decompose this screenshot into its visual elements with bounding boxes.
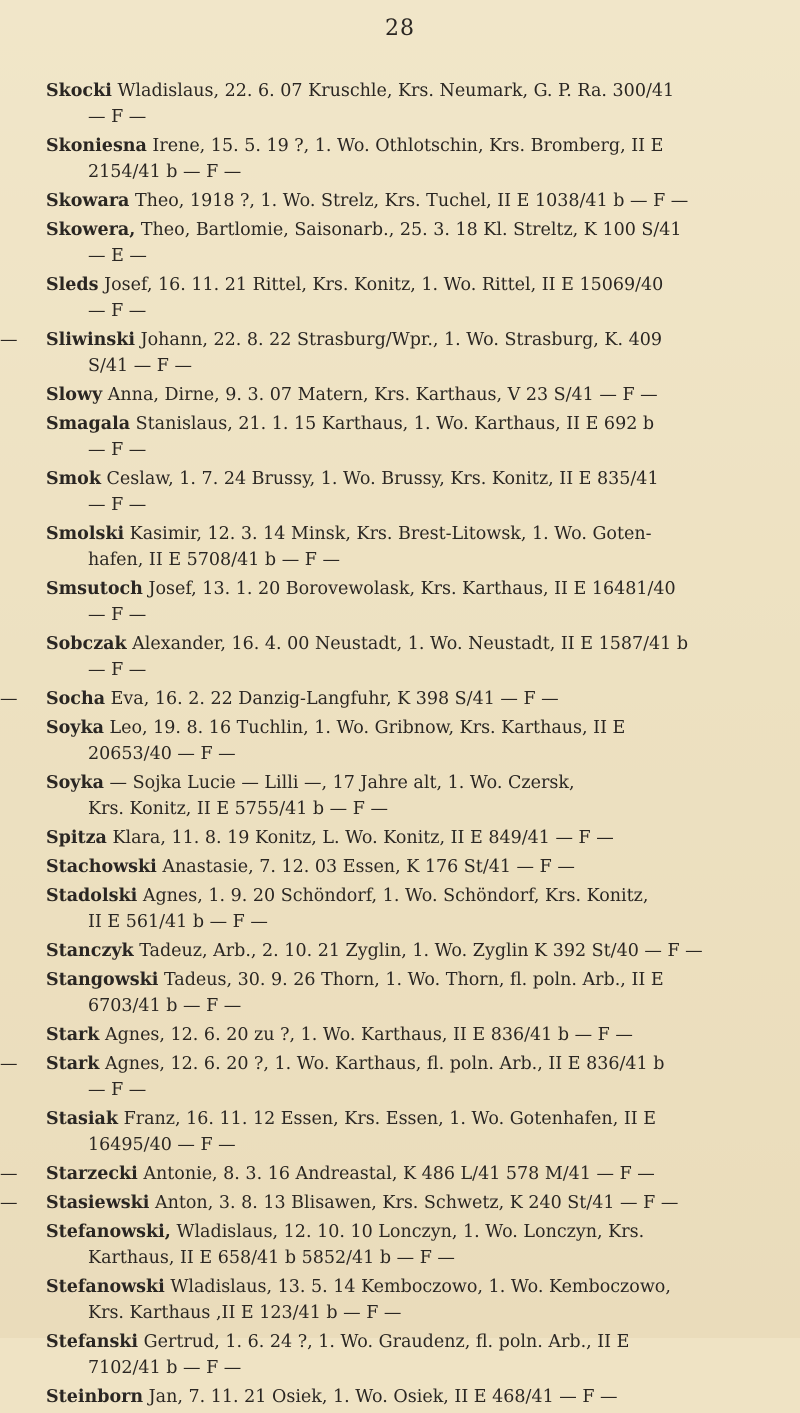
entry-first-line	[46, 1106, 784, 1132]
entry-continuation-line: — F —	[88, 605, 147, 625]
entry-surname: Stasiewski	[46, 1193, 150, 1213]
register-entry	[34, 1329, 784, 1381]
entry-continuation-line: — F —	[88, 301, 147, 321]
entry-surname: Skowera,	[46, 220, 136, 240]
entry-details: Alexander, 16. 4. 00 Neustadt, 1. Wo. Neustadt, II E 1587/41 b	[126, 634, 689, 654]
entry-details: Stanislaus, 21. 1. 15 Karthaus, 1. Wo. Karthaus, II E 692 b	[130, 414, 655, 434]
register-entry	[34, 576, 784, 628]
margin-dash-mark: —	[0, 1164, 18, 1184]
margin-dash-mark: —	[0, 330, 18, 350]
entry-first-line	[46, 133, 784, 159]
entry-surname: Sleds	[46, 275, 99, 295]
register-entry	[34, 133, 784, 185]
entry-surname: Stefanski	[46, 1332, 139, 1352]
entry-first-line	[46, 1190, 784, 1216]
entry-details: Anton, 3. 8. 13 Blisawen, Krs. Schwetz, K 240 St/41 — F —	[149, 1193, 679, 1213]
margin-dash-mark: —	[0, 1054, 18, 1074]
entry-surname: Stachowski	[46, 857, 157, 877]
entry-details: Jan, 7. 11. 21 Osiek, 1. Wo. Osiek, II E 468/41 — F —	[143, 1387, 618, 1407]
entry-continuation-line: 20653/40 — F —	[88, 744, 236, 764]
entry-surname: Smagala	[46, 414, 131, 434]
entry-continuation-line: — F —	[88, 495, 147, 515]
register-entry	[34, 854, 784, 880]
entry-continuation-line: Krs. Konitz, II E 5755/41 b — F —	[88, 799, 388, 819]
entry-continuation-line: Karthaus, II E 658/41 b 5852/41 b — F —	[88, 1248, 455, 1268]
register-entry	[34, 883, 784, 935]
entry-continuation-line: 7102/41 b — F —	[88, 1358, 242, 1378]
entry-first-line	[46, 576, 784, 602]
entry-first-line	[46, 411, 784, 437]
entry-first-line	[46, 382, 784, 408]
entry-first-line	[46, 715, 784, 741]
entry-continuation-line: II E 561/41 b — F —	[88, 912, 268, 932]
entry-details: Josef, 13. 1. 20 Borovewolask, Krs. Karthaus, II E 16481/40	[142, 579, 676, 599]
entry-details: Kasimir, 12. 3. 14 Minsk, Krs. Brest-Litowsk, 1. Wo. Goten-	[124, 524, 652, 544]
entry-details: Anastasie, 7. 12. 03 Essen, K 176 St/41 — F —	[156, 857, 575, 877]
register-entry	[34, 1219, 784, 1271]
entry-first-line	[46, 1329, 784, 1355]
entry-first-line	[46, 1219, 784, 1245]
entry-details: Wladislaus, 13. 5. 14 Kemboczowo, 1. Wo. Kemboczowo,	[164, 1277, 671, 1297]
entry-surname: Stangowski	[46, 970, 159, 990]
entry-surname: Slowy	[46, 385, 103, 405]
entry-details: Leo, 19. 8. 16 Tuchlin, 1. Wo. Gribnow, Krs. Karthaus, II E	[103, 718, 626, 738]
entry-details: Irene, 15. 5. 19 ?, 1. Wo. Othlotschin, Krs. Bromberg, II E	[146, 136, 664, 156]
entry-surname: Skowara	[46, 191, 130, 211]
entry-surname: Sliwinski	[46, 330, 135, 350]
entry-details: Agnes, 12. 6. 20 ?, 1. Wo. Karthaus, fl. poln. Arb., II E 836/41 b	[99, 1054, 665, 1074]
entry-surname: Smsutoch	[46, 579, 143, 599]
register-entry	[34, 272, 784, 324]
register-entry	[34, 967, 784, 1019]
entry-surname: Sobczak	[46, 634, 127, 654]
entry-surname: Steinborn	[46, 1387, 144, 1407]
register-entry	[34, 631, 784, 683]
entry-details: Wladislaus, 22. 6. 07 Kruschle, Krs. Neumark, G. P. Ra. 300/41	[111, 81, 675, 101]
entry-continuation-line: — F —	[88, 660, 147, 680]
entry-surname: Stanczyk	[46, 941, 134, 961]
entry-continuation-line: Krs. Karthaus ,II E 123/41 b — F —	[88, 1303, 402, 1323]
margin-dash-mark: —	[0, 1193, 18, 1213]
register-entry	[34, 188, 784, 214]
entry-details: Ceslaw, 1. 7. 24 Brussy, 1. Wo. Brussy, Krs. Konitz, II E 835/41	[100, 469, 659, 489]
entry-first-line	[46, 1051, 784, 1077]
entry-surname: Smok	[46, 469, 101, 489]
entry-details: Gertrud, 1. 6. 24 ?, 1. Wo. Graudenz, fl. poln. Arb., II E	[138, 1332, 630, 1352]
entry-first-line	[46, 78, 784, 104]
entry-list	[0, 78, 784, 1413]
entry-surname: Smolski	[46, 524, 125, 544]
entry-first-line	[46, 883, 784, 909]
entry-surname: Socha	[46, 689, 106, 709]
register-entry	[34, 1106, 784, 1158]
register-entry	[0, 686, 784, 712]
entry-surname: Spitza	[46, 828, 107, 848]
register-entry	[34, 217, 784, 269]
register-entry	[34, 938, 784, 964]
register-entry	[34, 1274, 784, 1326]
entry-continuation-line: S/41 — F —	[88, 356, 192, 376]
entry-details: — Sojka Lucie — Lilli —, 17 Jahre alt, 1. Wo. Czersk,	[103, 773, 575, 793]
entry-details: Josef, 16. 11. 21 Rittel, Krs. Konitz, 1. Wo. Rittel, II E 15069/40	[98, 275, 664, 295]
entry-continuation-line: — F —	[88, 1080, 147, 1100]
entry-continuation-line: hafen, II E 5708/41 b — F —	[88, 550, 340, 570]
entry-first-line	[46, 686, 784, 712]
entry-details: Tadeus, 30. 9. 26 Thorn, 1. Wo. Thorn, fl. poln. Arb., II E	[158, 970, 664, 990]
register-entry	[0, 1051, 784, 1103]
register-entry	[0, 327, 784, 379]
entry-details: Johann, 22. 8. 22 Strasburg/Wpr., 1. Wo. Strasburg, K. 409	[135, 330, 663, 350]
register-entry	[34, 825, 784, 851]
entry-first-line	[46, 967, 784, 993]
entry-details: Antonie, 8. 3. 16 Andreastal, K 486 L/41 578 M/41 — F —	[137, 1164, 655, 1184]
entry-surname: Stefanowski	[46, 1277, 165, 1297]
entry-details: Klara, 11. 8. 19 Konitz, L. Wo. Konitz, II E 849/41 — F —	[106, 828, 614, 848]
entry-details: Agnes, 1. 9. 20 Schöndorf, 1. Wo. Schöndorf, Krs. Konitz,	[137, 886, 649, 906]
entry-first-line	[46, 466, 784, 492]
entry-details: Theo, 1918 ?, 1. Wo. Strelz, Krs. Tuchel, II E 1038/41 b — F —	[129, 191, 689, 211]
register-entry	[34, 770, 784, 822]
entry-first-line	[46, 272, 784, 298]
entry-details: Anna, Dirne, 9. 3. 07 Matern, Krs. Karthaus, V 23 S/41 — F —	[102, 385, 658, 405]
margin-dash-mark: —	[0, 689, 18, 709]
entry-surname: Stefanowski,	[46, 1222, 171, 1242]
entry-continuation-line: — F —	[88, 107, 147, 127]
entry-first-line	[46, 631, 784, 657]
entry-details: Franz, 16. 11. 12 Essen, Krs. Essen, 1. Wo. Gotenhafen, II E	[118, 1109, 656, 1129]
entry-details: Wladislaus, 12. 10. 10 Lonczyn, 1. Wo. Lonczyn, Krs.	[170, 1222, 645, 1242]
entry-first-line	[46, 854, 784, 880]
register-entry	[34, 1022, 784, 1048]
entry-details: Tadeuz, Arb., 2. 10. 21 Zyglin, 1. Wo. Zyglin K 392 St/40 — F —	[133, 941, 703, 961]
register-entry	[34, 78, 784, 130]
entry-surname: Skoniesna	[46, 136, 147, 156]
entry-first-line	[46, 770, 784, 796]
entry-continuation-line: 16495/40 — F —	[88, 1135, 236, 1155]
register-entry	[34, 411, 784, 463]
entry-first-line	[46, 327, 784, 353]
register-entry	[0, 1161, 784, 1187]
entry-first-line	[46, 217, 784, 243]
register-entry	[0, 1190, 784, 1216]
entry-first-line	[46, 1384, 784, 1410]
entry-surname: Soyka	[46, 773, 104, 793]
entry-surname: Starzecki	[46, 1164, 138, 1184]
entry-first-line	[46, 1274, 784, 1300]
entry-first-line	[46, 938, 784, 964]
entry-surname: Stark	[46, 1025, 100, 1045]
register-entry	[34, 1384, 784, 1410]
entry-surname: Soyka	[46, 718, 104, 738]
entry-first-line	[46, 825, 784, 851]
entry-details: Agnes, 12. 6. 20 zu ?, 1. Wo. Karthaus, II E 836/41 b — F —	[99, 1025, 633, 1045]
register-entry	[34, 382, 784, 408]
entry-first-line	[46, 521, 784, 547]
entry-first-line	[46, 1161, 784, 1187]
entry-details: Eva, 16. 2. 22 Danzig-Langfuhr, K 398 S/41 — F —	[105, 689, 559, 709]
page-number: 28	[385, 16, 415, 41]
entry-first-line	[46, 1022, 784, 1048]
entry-continuation-line: — F —	[88, 440, 147, 460]
entry-surname: Stasiak	[46, 1109, 119, 1129]
entry-continuation-line: 2154/41 b — F —	[88, 162, 242, 182]
register-entry	[34, 521, 784, 573]
entry-surname: Stadolski	[46, 886, 138, 906]
entry-details: Theo, Bartlomie, Saisonarb., 25. 3. 18 Kl. Streltz, K 100 S/41	[135, 220, 682, 240]
entry-first-line	[46, 188, 784, 214]
register-entry	[34, 715, 784, 767]
entry-continuation-line: — E —	[88, 246, 147, 266]
entry-surname: Stark	[46, 1054, 100, 1074]
register-entry	[34, 466, 784, 518]
entry-surname: Skocki	[46, 81, 112, 101]
entry-continuation-line: 6703/41 b — F —	[88, 996, 242, 1016]
